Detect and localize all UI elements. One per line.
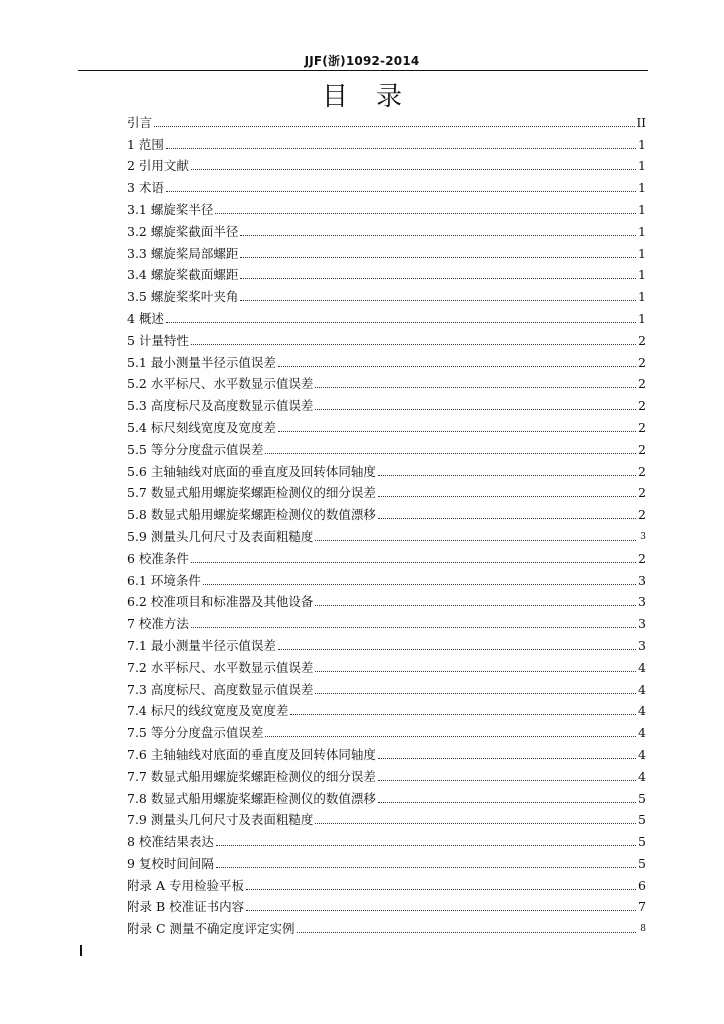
toc-dot-leader <box>203 583 636 585</box>
toc-entry[interactable] <box>127 328 646 350</box>
toc-dot-leader <box>378 495 636 497</box>
toc-dot-leader <box>166 190 636 192</box>
toc-dot-leader <box>215 212 636 214</box>
toc-entry[interactable] <box>127 720 646 742</box>
toc-entry-label: 5.8 数显式船用螺旋桨螺距检测仪的数值漂移 <box>127 507 376 523</box>
toc-dot-leader <box>278 648 636 650</box>
toc-entry-label: 5.5 等分分度盘示值误差 <box>127 441 264 457</box>
toc-entry-page: 6 <box>638 877 646 893</box>
toc-entry-page: 2 <box>638 463 646 479</box>
toc-entry-label: 7.5 等分分度盘示值误差 <box>127 725 264 741</box>
toc-entry-page: 2 <box>638 354 646 370</box>
toc-entry[interactable] <box>127 568 646 590</box>
toc-entry-label: 4 概述 <box>127 310 164 326</box>
toc-entry-label: 3.3 螺旋桨局部螺距 <box>127 245 239 261</box>
toc-entry[interactable] <box>127 197 646 219</box>
toc-entry-page: 7 <box>638 899 646 915</box>
toc-dot-leader <box>378 517 636 519</box>
toc-entry-label: 5.2 水平标尺、水平数显示值误差 <box>127 376 314 392</box>
toc-entry-page: 1 <box>638 223 646 239</box>
toc-entry-label: 7.3 高度标尺、高度数显示值误差 <box>127 681 314 697</box>
toc-entry-label: 7.1 最小测量半径示值误差 <box>127 637 276 653</box>
toc-entry-label: 附录 A 专用检验平板 <box>127 877 244 893</box>
toc-entry[interactable] <box>127 655 646 677</box>
toc-entry-label: 5.3 高度标尺及高度数显示值误差 <box>127 398 314 414</box>
toc-entry-page: 3 <box>638 572 646 588</box>
toc-entry-page: 3 <box>638 594 646 610</box>
toc-entry-label: 9 复校时间间隔 <box>127 855 214 871</box>
toc-entry[interactable] <box>127 633 646 655</box>
toc-dot-leader <box>216 844 636 846</box>
page-title: 目录 <box>321 82 430 112</box>
page-number-mark <box>80 945 82 956</box>
toc-entry[interactable] <box>127 459 646 481</box>
toc-dot-leader <box>315 408 636 410</box>
toc-dot-leader <box>265 735 636 737</box>
toc-entry-label: 8 校准结果表达 <box>127 834 214 850</box>
toc-dot-leader <box>315 692 636 694</box>
toc-entry[interactable] <box>127 829 646 851</box>
toc-dot-leader <box>265 452 636 454</box>
toc-dot-leader <box>191 626 636 628</box>
toc-entry-label: 2 引用文献 <box>127 158 189 174</box>
toc-entry[interactable] <box>127 916 646 938</box>
toc-entry-label: 7 校准方法 <box>127 616 189 632</box>
toc-dot-leader <box>191 343 636 345</box>
toc-entry-page: 2 <box>638 507 646 523</box>
toc-dot-leader <box>216 866 636 868</box>
toc-entry-label: 引言 <box>127 114 153 130</box>
toc-entry-page: 1 <box>638 267 646 283</box>
toc-entry[interactable] <box>127 524 646 546</box>
toc-entry-page: 4 <box>638 659 646 675</box>
toc-entry-label: 1 范围 <box>127 136 164 152</box>
toc-entry-label: 6.2 校准项目和标准器及其他设备 <box>127 594 314 610</box>
toc-entry[interactable] <box>127 263 646 285</box>
toc-entry[interactable] <box>127 284 646 306</box>
toc-dot-leader <box>315 539 636 541</box>
toc-entry-page: 1 <box>638 158 646 174</box>
toc-dot-leader <box>240 234 636 236</box>
toc-entry-page: 1 <box>638 245 646 261</box>
toc-entry[interactable] <box>127 873 646 895</box>
toc-entry[interactable] <box>127 154 646 176</box>
toc-dot-leader <box>378 474 636 476</box>
toc-entry-label: 6.1 环境条件 <box>127 572 201 588</box>
toc-entry[interactable] <box>127 808 646 830</box>
toc-dot-leader <box>154 125 635 127</box>
toc-dot-leader <box>290 713 636 715</box>
toc-entry-label: 7.9 测量头几何尺寸及表面粗糙度 <box>127 812 314 828</box>
toc-entry-page: 8 <box>640 924 646 935</box>
toc-entry-page: 2 <box>638 332 646 348</box>
toc-entry-page: 2 <box>638 441 646 457</box>
toc-entry[interactable] <box>127 437 646 459</box>
toc-dot-leader <box>315 604 636 606</box>
toc-entry-label: 5 计量特性 <box>127 332 189 348</box>
toc-entry-label: 7.4 标尺的线纹宽度及宽度差 <box>127 703 289 719</box>
toc-dot-leader <box>191 168 636 170</box>
toc-entry-page: 5 <box>638 812 646 828</box>
toc-entry[interactable] <box>127 110 646 132</box>
toc-entry-page: 4 <box>638 768 646 784</box>
toc-entry-label: 5.7 数显式船用螺旋桨螺距检测仪的细分误差 <box>127 485 376 501</box>
toc-dot-leader <box>240 277 636 279</box>
toc-entry-page: 2 <box>638 419 646 435</box>
document-code: JJF(浙)1092-2014 <box>304 54 420 68</box>
toc-entry[interactable] <box>127 851 646 873</box>
toc-dot-leader <box>246 909 636 911</box>
toc-entry[interactable] <box>127 132 646 154</box>
toc-entry[interactable] <box>127 677 646 699</box>
toc-entry-label: 3.1 螺旋桨半径 <box>127 201 214 217</box>
toc-entry-page: 5 <box>638 834 646 850</box>
toc-entry-page: 3 <box>640 531 646 542</box>
toc-entry[interactable] <box>127 350 646 372</box>
table-of-contents <box>127 110 646 938</box>
toc-dot-leader <box>240 256 636 258</box>
toc-dot-leader <box>315 822 636 824</box>
toc-entry-page: 3 <box>638 637 646 653</box>
toc-dot-leader <box>278 365 636 367</box>
toc-entry[interactable] <box>127 590 646 612</box>
toc-dot-leader <box>191 561 636 563</box>
toc-dot-leader <box>246 888 636 890</box>
toc-entry-label: 5.4 标尺刻线宽度及宽度差 <box>127 419 276 435</box>
toc-entry-label: 5.6 主轴轴线对底面的垂直度及回转体同轴度 <box>127 463 376 479</box>
toc-entry-page: 1 <box>638 136 646 152</box>
toc-entry[interactable] <box>127 393 646 415</box>
toc-entry[interactable] <box>127 372 646 394</box>
toc-entry-label: 5.1 最小测量半径示值误差 <box>127 354 276 370</box>
toc-entry[interactable] <box>127 699 646 721</box>
toc-entry-page: 2 <box>638 398 646 414</box>
toc-entry-label: 7.2 水平标尺、水平数显示值误差 <box>127 659 314 675</box>
toc-entry-label: 5.9 测量头几何尺寸及表面粗糙度 <box>127 528 314 544</box>
toc-entry-page: 2 <box>638 550 646 566</box>
toc-entry-label: 附录 B 校准证书内容 <box>127 899 245 915</box>
toc-entry-label: 6 校准条件 <box>127 550 189 566</box>
toc-entry-label: 7.8 数显式船用螺旋桨螺距检测仪的数值漂移 <box>127 790 376 806</box>
toc-entry-page: 3 <box>638 616 646 632</box>
toc-entry[interactable] <box>127 764 646 786</box>
toc-dot-leader <box>378 779 636 781</box>
toc-entry-page: 1 <box>638 289 646 305</box>
toc-entry[interactable] <box>127 502 646 524</box>
toc-entry-page: 1 <box>638 310 646 326</box>
toc-entry-page: 1 <box>638 180 646 196</box>
toc-entry-page: 5 <box>638 855 646 871</box>
toc-entry-label: 7.7 数显式船用螺旋桨螺距检测仪的细分误差 <box>127 768 376 784</box>
toc-entry[interactable] <box>127 415 646 437</box>
toc-entry[interactable] <box>127 306 646 328</box>
toc-dot-leader <box>315 386 636 388</box>
toc-entry-label: 3.2 螺旋桨截面半径 <box>127 223 239 239</box>
toc-entry-label: 附录 C 测量不确定度评定实例 <box>127 921 295 937</box>
toc-entry-page: 2 <box>638 485 646 501</box>
toc-entry-label: 3 术语 <box>127 180 164 196</box>
toc-entry-label: 3.4 螺旋桨截面螺距 <box>127 267 239 283</box>
toc-entry-page: 4 <box>638 746 646 762</box>
toc-entry-label: 7.6 主轴轴线对底面的垂直度及回转体同轴度 <box>127 746 376 762</box>
toc-entry-page: 4 <box>638 725 646 741</box>
toc-entry-page: II <box>636 115 646 130</box>
toc-dot-leader <box>378 801 636 803</box>
toc-entry-page: 1 <box>638 201 646 217</box>
toc-entry[interactable] <box>127 742 646 764</box>
toc-dot-leader <box>315 670 636 672</box>
toc-entry-page: 5 <box>638 790 646 806</box>
toc-entry-label: 3.5 螺旋桨桨叶夹角 <box>127 289 239 305</box>
toc-entry[interactable] <box>127 241 646 263</box>
toc-entry[interactable] <box>127 175 646 197</box>
header-rule <box>78 70 648 71</box>
toc-dot-leader <box>378 757 636 759</box>
toc-dot-leader <box>166 147 636 149</box>
toc-entry[interactable] <box>127 895 646 917</box>
toc-entry-page: 4 <box>638 681 646 697</box>
toc-entry[interactable] <box>127 611 646 633</box>
toc-dot-leader <box>166 321 636 323</box>
toc-entry-page: 4 <box>638 703 646 719</box>
toc-entry-page: 2 <box>638 376 646 392</box>
toc-entry[interactable] <box>127 481 646 503</box>
toc-dot-leader <box>278 430 636 432</box>
toc-dot-leader <box>297 931 636 933</box>
toc-entry[interactable] <box>127 219 646 241</box>
toc-dot-leader <box>240 299 636 301</box>
toc-entry[interactable] <box>127 786 646 808</box>
toc-entry[interactable] <box>127 546 646 568</box>
